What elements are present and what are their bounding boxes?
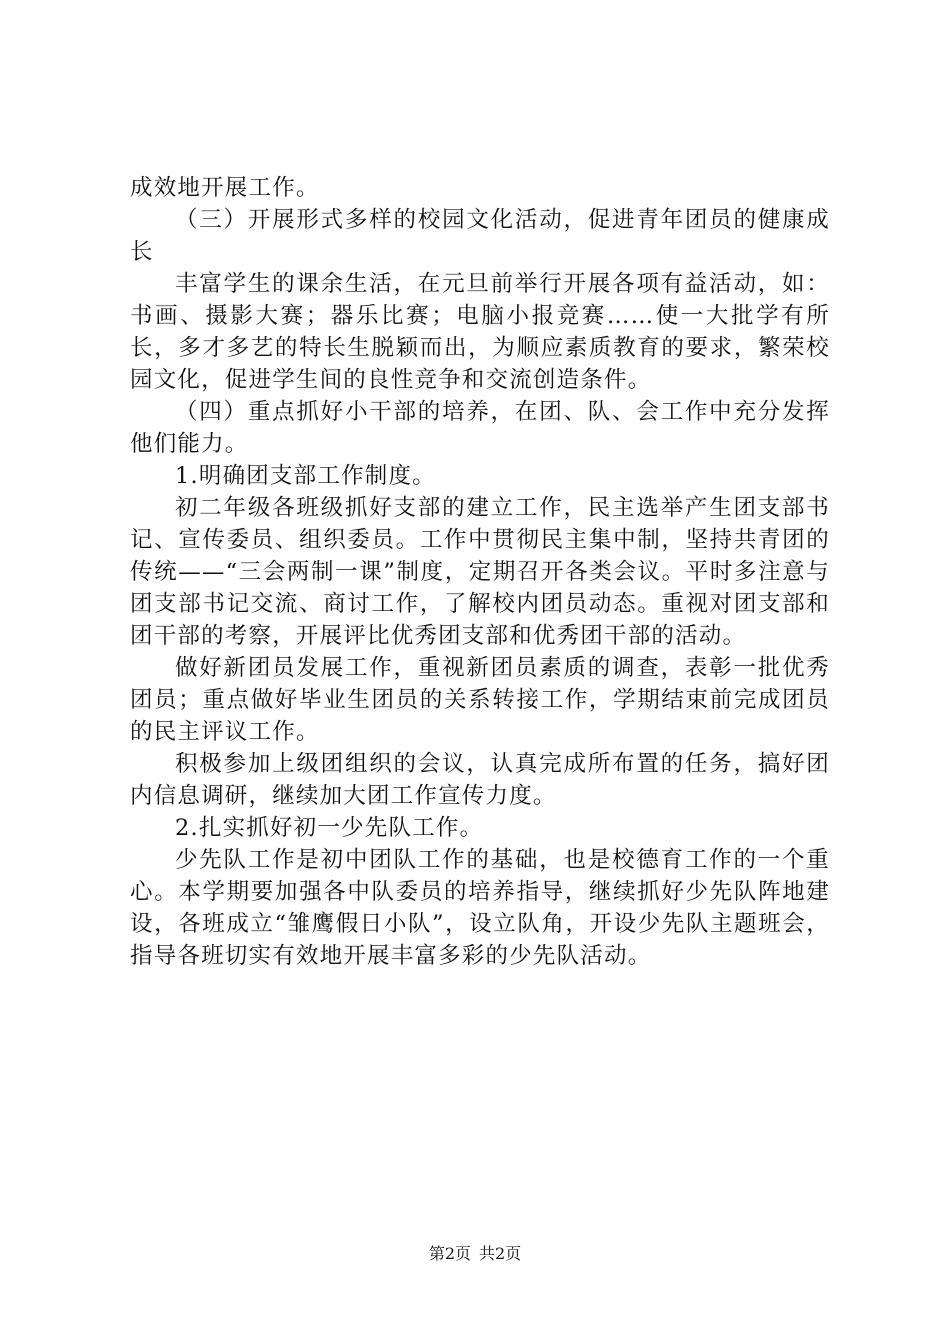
page-number: 第2页 — [428, 1244, 471, 1263]
page-footer — [0, 1244, 950, 1264]
paragraph-meetings: 积极参加上级团组织的会议，认真完成所布置的任务，搞好团内信息调研，继续加大团工作宣传力度。 — [130, 751, 830, 809]
paragraph-new-members: 做好新团员发展工作，重视新团员素质的调查，表彰一批优秀团员；重点做好毕业生团员的关系转接工作，学期结束前完成团员的民主评议工作。 — [130, 655, 830, 745]
section-heading-3: （三）开展形式多样的校园文化活动，促进青年团员的健康成长 — [130, 207, 830, 265]
subheading-1: 1.明确团支部工作制度。 — [175, 463, 436, 489]
page-total: 共2页 — [479, 1244, 522, 1263]
section-heading-4: （四）重点抓好小干部的培养，在团、队、会工作中充分发挥他们能力。 — [130, 399, 830, 457]
document-body — [130, 172, 830, 972]
paragraph-cultural-activities: 丰富学生的课余生活，在元旦前举行开展各项有益活动，如：书画、摄影大赛；器乐比赛；电脑小报竞赛……使一大批学有所长，多才多艺的特长生脱颖而出，为顺应素质教育的要求，繁荣校园文化，促进学生间的良性竞争和交流创造条件。 — [130, 271, 830, 393]
paragraph-branch-system: 初二年级各班级抓好支部的建立工作，民主选举产生团支部书记、宣传委员、组织委员。工作中贯彻民主集中制，坚持共青团的传统——“三会两制一课”制度，定期召开各类会议。平时多注意与团支部书记交流、商讨工作，了解校内团员动态。重视对团支部和团干部的考察，开展评比优秀团支部和优秀团干部的活动。 — [130, 495, 830, 649]
subheading-2: 2.扎实抓好初一少先队工作。 — [175, 815, 484, 841]
paragraph-continuation: 成效地开展工作。 — [130, 175, 320, 201]
paragraph-young-pioneers: 少先队工作是初中团队工作的基础，也是校德育工作的一个重心。本学期要加强各中队委员的培养指导，继续抓好少先队阵地建设，各班成立“雏鹰假日小队”，设立队角，开设少先队主题班会，指导各班切实有效地开展丰富多彩的少先队活动。 — [130, 847, 830, 969]
